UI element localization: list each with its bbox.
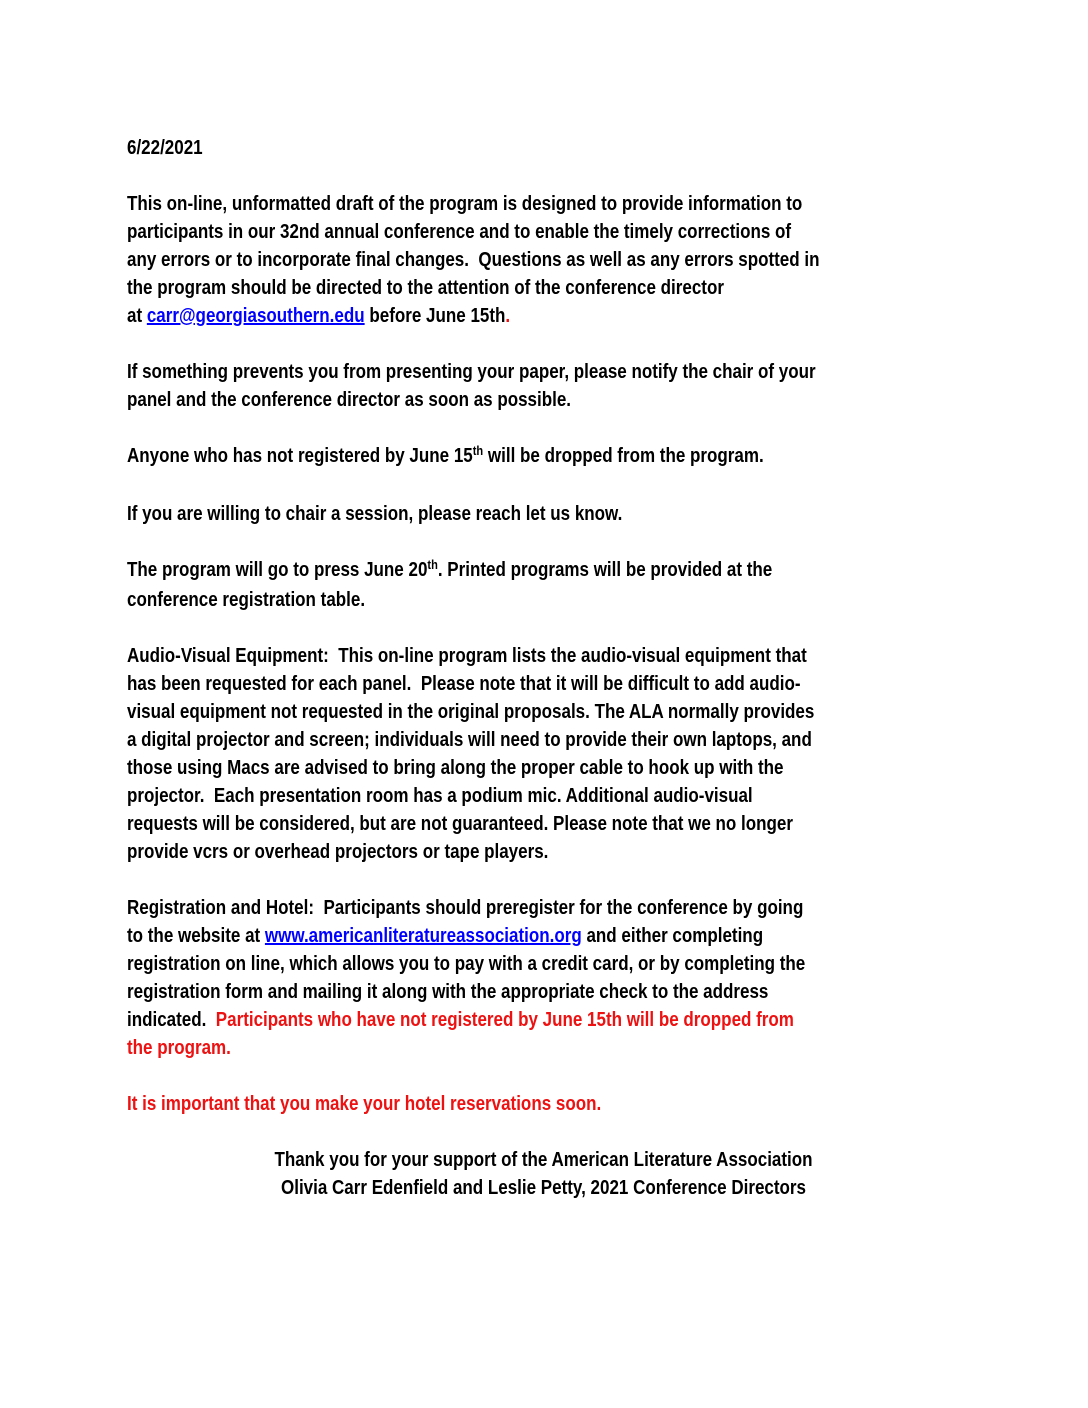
text-line (127, 894, 960, 922)
text-segment: conference registration table. (127, 589, 366, 611)
text-segment: provide vcrs or overhead projectors or tape players. (127, 841, 549, 863)
text-segment: a digital projector and screen; individuals will need to provide their own laptops, and (127, 729, 812, 751)
text-line (127, 218, 960, 246)
hotel-reminder-paragraph (127, 1090, 960, 1118)
text-segment: requests will be considered, but are not guaranteed. Please note that we no longer (127, 813, 793, 835)
text-segment: . (505, 305, 511, 327)
press-date-paragraph (127, 556, 960, 614)
text-line (127, 556, 960, 586)
text-line (127, 500, 960, 528)
text-segment: registration form and mailing it along with the appropriate check to the address (127, 981, 769, 1003)
text-segment: Registration and Hotel: Participants should preregister for the conference by going (127, 897, 804, 919)
text-line (127, 754, 960, 782)
text-line (127, 1090, 960, 1118)
text-segment: projector. Each presentation room has a podium mic. Additional audio-visual (127, 785, 753, 807)
text-segment: Anyone who has not registered by June 15 (127, 445, 473, 467)
text-segment: registration on line, which allows you to pay with a credit card, or by completing the (127, 953, 806, 975)
text-segment: th (427, 557, 438, 572)
text-segment: those using Macs are advised to bring along the proper cable to hook up with the (127, 757, 784, 779)
date-line: 6/22/2021 (127, 137, 203, 159)
text-line (127, 586, 960, 614)
text-segment: will be dropped from the program. (483, 445, 764, 467)
text-line (127, 190, 960, 218)
closing-paragraph (127, 1146, 960, 1202)
text-segment: Thank you for your support of the American Literature Association (274, 1149, 813, 1171)
text-segment: panel and the conference director as soon as possible. (127, 389, 572, 411)
text-line (127, 922, 960, 950)
text-line (127, 726, 960, 754)
text-line (127, 670, 960, 698)
text-line (127, 386, 960, 414)
text-line (127, 642, 960, 670)
registration-hotel-paragraph (127, 894, 960, 1062)
text-line (127, 246, 960, 274)
text-segment: It is important that you make your hotel reservations soon. (127, 1093, 602, 1115)
website-link[interactable]: www.americanliteratureassociation.org (264, 925, 582, 947)
text-line (127, 810, 960, 838)
text-segment: th (472, 443, 484, 458)
text-segment: before June 15th (364, 305, 506, 327)
chair-session-paragraph (127, 500, 960, 528)
text-segment: If something prevents you from presenting your paper, please notify the chair of your (127, 361, 816, 383)
document-body (127, 134, 960, 1202)
text-line (127, 1006, 960, 1034)
registration-deadline-paragraph (127, 442, 960, 472)
text-line (127, 358, 960, 386)
text-segment: . Printed programs will be provided at the (437, 559, 773, 581)
text-line (127, 274, 960, 302)
text-line (127, 782, 960, 810)
text-segment: the program should be directed to the attention of the conference director (127, 277, 724, 299)
text-segment: to the website at (127, 925, 265, 947)
text-segment: Audio-Visual Equipment: This on-line program lists the audio-visual equipment that (127, 645, 807, 667)
text-line (127, 698, 960, 726)
text-segment: at (127, 305, 147, 327)
cancellation-paragraph (127, 358, 960, 414)
text-line (127, 1034, 960, 1062)
text-segment: Olivia Carr Edenfield and Leslie Petty, 2021 Conference Directors (280, 1177, 806, 1199)
email-link[interactable]: carr@georgiasouthern.edu (146, 305, 365, 327)
text-segment: has been requested for each panel. Please note that it will be difficult to add audio- (127, 673, 801, 695)
intro-paragraph (127, 190, 960, 330)
text-segment: participants in our 32nd annual conference and to enable the timely corrections of (127, 221, 792, 243)
text-segment: The program will go to press June 20 (127, 559, 428, 581)
text-line (127, 442, 960, 472)
text-segment: any errors or to incorporate final changes. Questions as well as any errors spotted in (127, 249, 820, 271)
text-line (127, 978, 960, 1006)
text-line (127, 950, 960, 978)
text-line (127, 302, 960, 330)
text-segment: and either completing (581, 925, 764, 947)
text-segment: This on-line, unformatted draft of the program is designed to provide information to (127, 193, 803, 215)
text-line (127, 838, 960, 866)
text-segment: If you are willing to chair a session, please reach let us know. (127, 503, 623, 525)
text-segment: Participants who have not registered by June 15th will be dropped from (215, 1009, 794, 1031)
text-line (127, 1174, 960, 1202)
text-line (127, 1146, 960, 1174)
text-segment: the program. (127, 1037, 231, 1059)
text-segment: indicated. (127, 1009, 216, 1031)
text-segment: visual equipment not requested in the original proposals. The ALA normally provides (127, 701, 815, 723)
audio-visual-paragraph (127, 642, 960, 866)
